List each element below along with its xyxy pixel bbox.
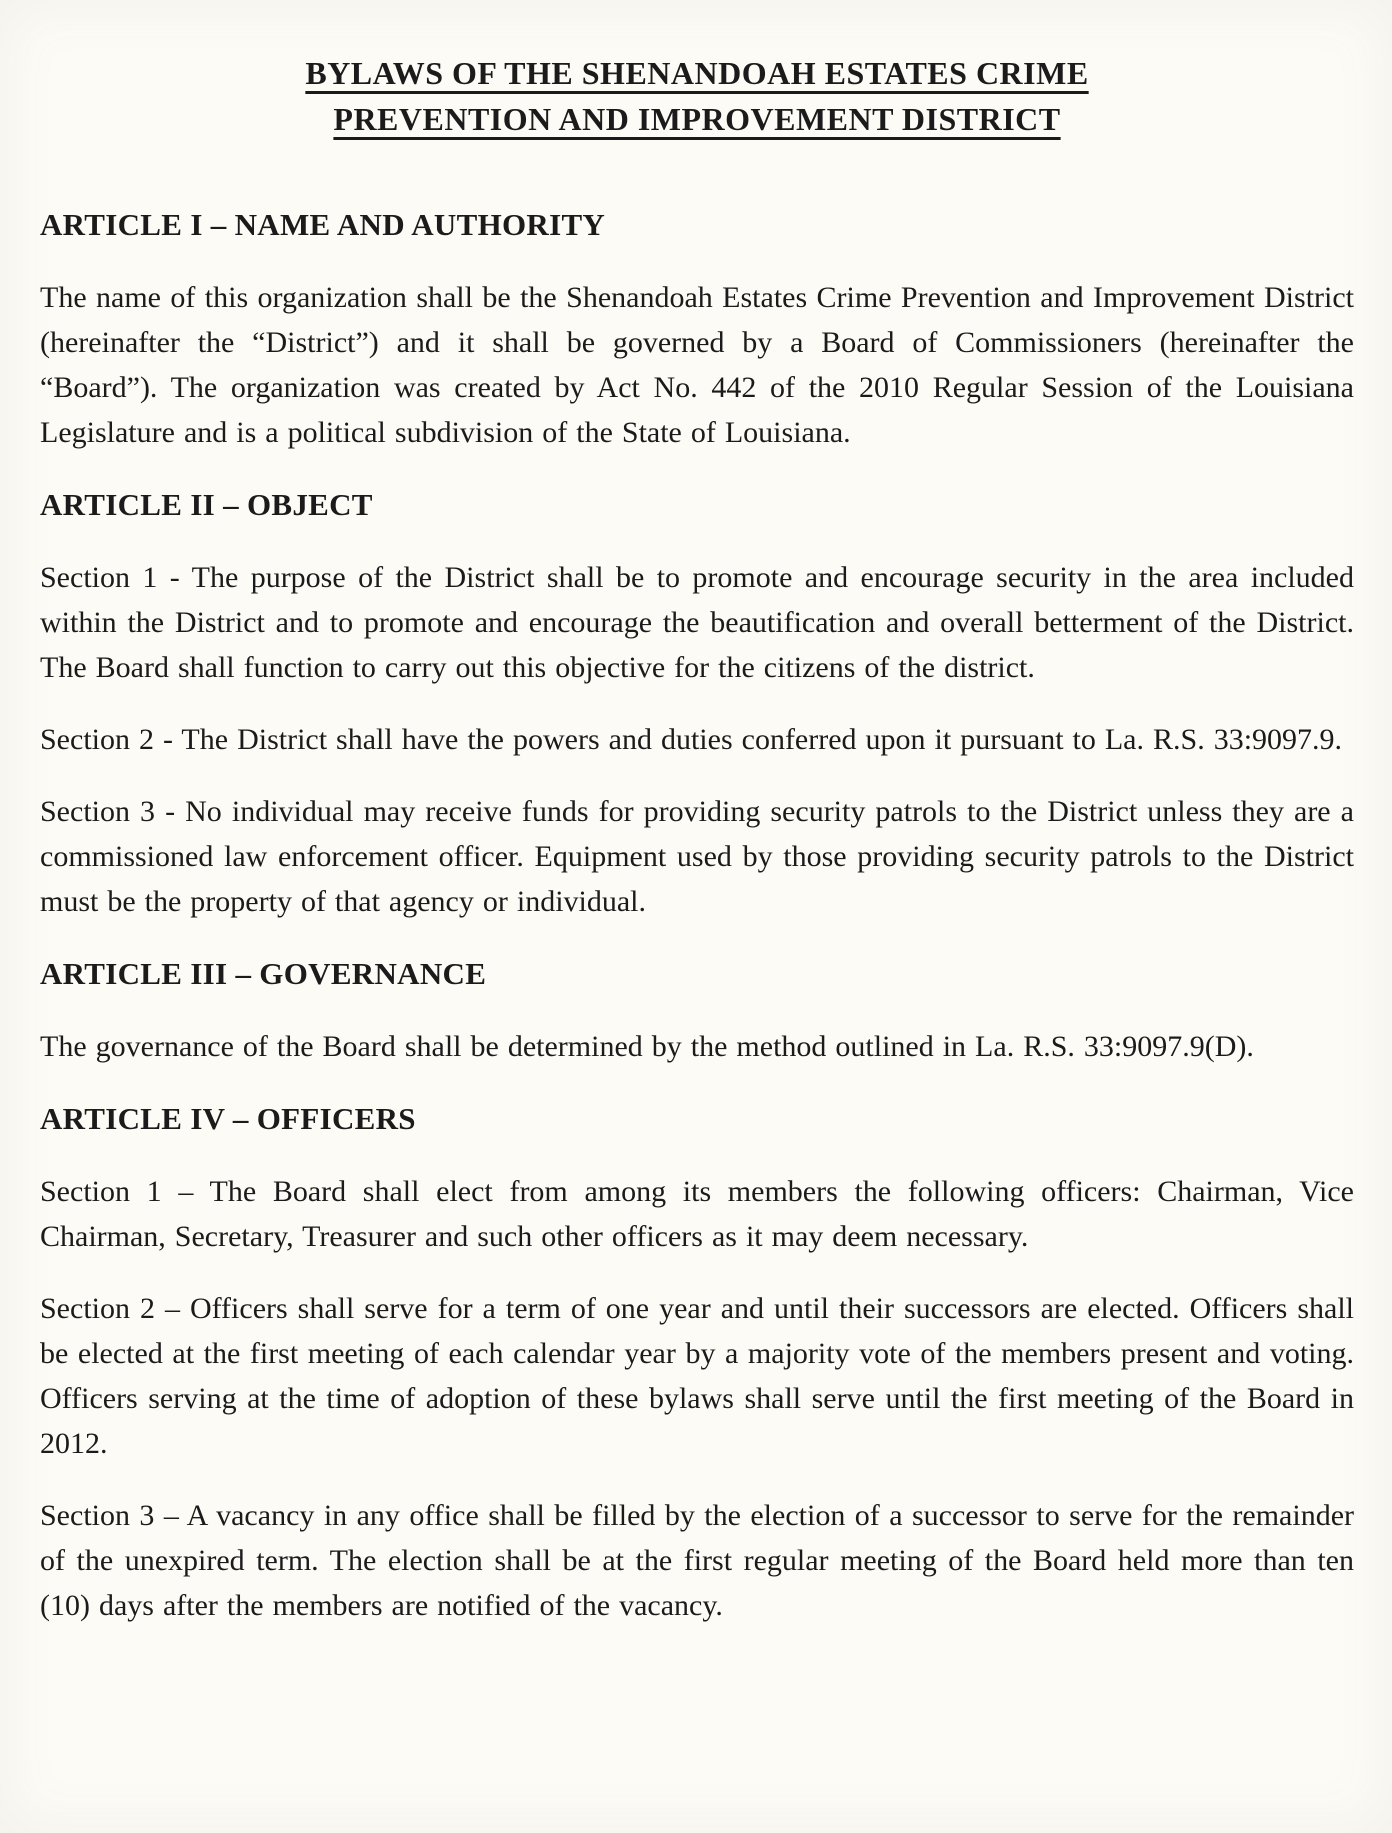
paragraph: The name of this organization shall be the Shenandoah Estates Crime Prevention and Improvement District (hereinafter the “District”) and it shall be governed by a Board of Commissioners (hereinafter the “Board”). The organization was created by Act No. 442 of the 2010 Regular Session of the Louisiana Legislature and is a political subdivision of the State of Louisiana. bbox=[40, 281, 1354, 449]
article-heading: ARTICLE III – GOVERNANCE bbox=[40, 956, 487, 991]
paragraph: The governance of the Board shall be determined by the method outlined in La. R.S. 33:9097.9(D). bbox=[40, 1030, 1254, 1063]
paragraph: Section 2 – Officers shall serve for a term of one year and until their successors are elected. Officers shall be elected at the first meeting of each calendar year by a majority vote of the members present and voting. Officers serving at the time of adoption of these bylaws shall serve until the first meeting of the Board in 2012. bbox=[40, 1292, 1354, 1460]
article-heading: ARTICLE IV – OFFICERS bbox=[40, 1101, 416, 1136]
paragraph: Section 1 – The Board shall elect from among its members the following officers: Chairman, Vice Chairman, Secretary, Treasurer and such other officers as it may deem necessary. bbox=[40, 1175, 1354, 1253]
article-heading: ARTICLE I – NAME AND AUTHORITY bbox=[40, 207, 606, 242]
article-section-2 bbox=[40, 482, 1354, 924]
article-section-4 bbox=[40, 1096, 1354, 1628]
paragraph: Section 2 - The District shall have the powers and duties conferred upon it pursuant to La. R.S. 33:9097.9. bbox=[40, 723, 1343, 756]
article-heading: ARTICLE II – OBJECT bbox=[40, 487, 373, 522]
paragraph: Section 1 - The purpose of the District shall be to promote and encourage security in the area included within the District and to promote and encourage the beautification and overall betterment of the District. The Board shall function to carry out this objective for the citizens of the district. bbox=[40, 561, 1354, 684]
article-section-1 bbox=[40, 202, 1354, 455]
document-title bbox=[110, 50, 1284, 142]
paragraph: Section 3 - No individual may receive funds for providing security patrols to the District unless they are a commissioned law enforcement officer. Equipment used by those providing security patrols to the District must be the property of that agency or individual. bbox=[40, 795, 1354, 918]
document-title-line-1: BYLAWS OF THE SHENANDOAH ESTATES CRIME bbox=[305, 55, 1089, 91]
paragraph: Section 3 – A vacancy in any office shall be filled by the election of a successor to serve for the remainder of the unexpired term. The election shall be at the first regular meeting of the Board held more than ten (10) days after the members are notified of the vacancy. bbox=[40, 1499, 1354, 1622]
document-title-line-2: PREVENTION AND IMPROVEMENT DISTRICT bbox=[333, 101, 1061, 137]
article-section-3 bbox=[40, 951, 1354, 1069]
